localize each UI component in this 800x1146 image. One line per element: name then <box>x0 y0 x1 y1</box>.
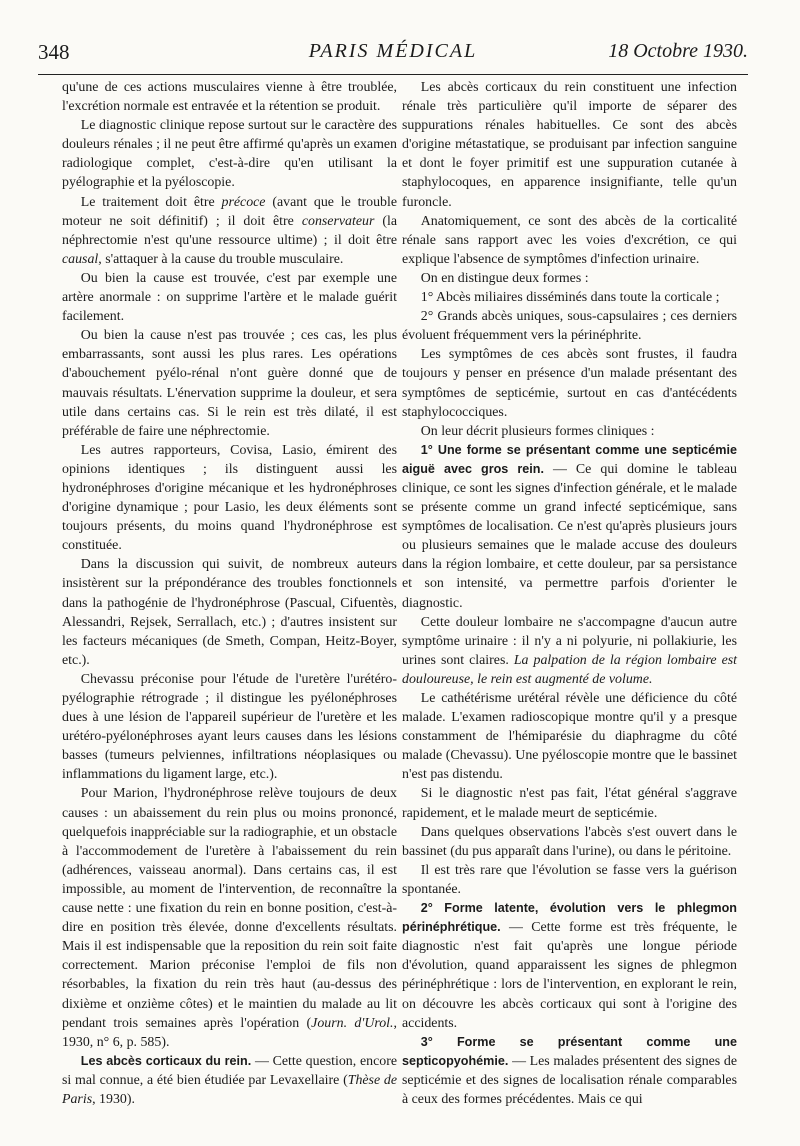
paragraph: Ou bien la cause est trouvée, c'est par exemple une artère anormale : on supprime l'artère et le malade guérit facilement. <box>62 270 397 325</box>
page-number: 348 <box>38 40 70 64</box>
paragraph: Anatomiquement, ce sont des abcès de la corticalité rénale sans rapport avec les voies d'excrétion, ce qui explique l'absence de symptômes d'infection urinaire. <box>402 213 737 267</box>
paragraph: Dans la discussion qui suivit, de nombreux auteurs insistèrent sur la prépondérance des troubles fonctionnels dans la pathogénie de l'hydronéphrose (Pascual, Cifuentès, Alessandri, Rejsek, Serrallach, etc.) ; d'autres insistent sur les facteurs mécaniques (de Smeth, Compan, Heitz-Boyer, etc.). <box>62 557 397 668</box>
right-column <box>402 78 737 1109</box>
subsection-heading: 1° Une forme se présentant comme une septicémie aiguë avec gros rein. <box>402 442 737 476</box>
paragraph: Les symptômes de ces abcès sont frustes, il faudra toujours y penser en présence d'un malade présentant des symptômes de septicémie, surtout en cas d'antécédents staphylococciques. <box>402 347 737 420</box>
section-paragraph: 3° Forme se présentant comme une septicopyohémie. — Les malades présentent des signes de septicémie et des signes de localisation rénale comparables à ceux des formes précédentes. Mais ce qui <box>402 1034 737 1107</box>
paragraph: Les autres rapporteurs, Covisa, Lasio, émirent des opinions identiques ; ils distinguent aussi les hydronéphroses d'origine mécanique et les hydronéphroses d'origine dynamique ; pour Lasio, les deux éléments sont toujours présents, du moins quand l'hydronéphrose est constituée. <box>62 442 397 554</box>
left-column <box>62 78 397 1109</box>
paragraph: Pour Marion, l'hydronéphrose relève toujours de deux causes : un abaissement du rein plus ou moins prononcé, quelquefois inappréciable sur la radiographie, et un obstacle à l'accommodement de l'uretère à l'abaissement du rein (adhérences, vaisseau anormal). Dans certains cas, il est impossible, au moment de l'intervention, de reconnaître la cause nette : une fixation du rein en bonne position, c'est-à-dire en position très élevée, donne d'excellents résultats. Mais il est indispensable que la reposition du rein soit faite correctement. Marion préconise l'emploi de fils non résorbables, la fixation du rein très haut (au-dessus des dixième et onzième côtes) et le maintien du malade au lit pendant trois semaines après l'opération (Journ. d'Urol., 1930, n° 6, p. 585). <box>62 786 397 1050</box>
paragraph: Il est très rare que l'évolution se fasse vers la guérison spontanée. <box>402 862 737 897</box>
list-item: 2° Grands abcès uniques, sous-capsulaires ; ces derniers évoluent fréquemment vers la périnéphrite. <box>402 309 737 344</box>
issue-date: 18 Octobre 1930. <box>608 40 748 62</box>
paragraph: Le diagnostic clinique repose surtout sur le caractère des douleurs rénales ; il ne peut être affirmé qu'après un examen radiologique complet, c'est-à-dire qu'en utilisant la pyélographie et la pyéloscopie. <box>62 118 397 191</box>
paragraph: qu'une de ces actions musculaires vienne à être troublée, l'excrétion normale est entravée et la rétention se produit. <box>62 80 397 115</box>
section-paragraph: 1° Une forme se présentant comme une septicémie aiguë avec gros rein. — Ce qui domine le tableau clinique, ce sont les signes d'infection générale, et le malade se présente comme un grand infecté septicémique, sans symptômes de localisation. Ce n'est qu'après plusieurs jours ou plusieurs semaines que le malade accuse des douleurs dans la région lombaire, et cette douleur, par sa persistance et son intensité, va permettre parfois d'orienter le diagnostic. <box>402 442 738 611</box>
paragraph: Ou bien la cause n'est pas trouvée ; ces cas, les plus embarrassants, sont aussi les plus rares. Les opérations d'abouchement pyélo-rénal n'ont guère donné que de mauvais résultats. L'énervation supprime la douleur, et sera utile dans certains cas. Si le rein est très dilaté, il est préférable de faire une néphrectomie. <box>62 328 397 439</box>
subsection-heading: 2° Forme latente, évolution vers le phlegmon périnéphrétique. <box>402 901 737 935</box>
paragraph: On leur décrit plusieurs formes cliniques : <box>420 423 655 439</box>
paragraph: Chevassu préconise pour l'étude de l'uretère l'urétéro-pyélographie rétrograde ; il distingue les pyélonéphroses dues à une lésion de l'appareil supérieur de l'uretère et les urétéro-pyélonéphroses ayant leurs causes dans les lésions basses (tumeurs pelviennes, infiltrations néoplasiques ou inflammations du ligament large, etc.). <box>62 671 397 783</box>
section-heading: Les abcès corticaux du rein. <box>80 1053 252 1068</box>
list-item: 1° Abcès miliaires disséminés dans toute la corticale ; <box>420 290 720 306</box>
paragraph: Le traitement doit être précoce (avant que le trouble moteur ne soit définitif) ; il doit être conservateur (la néphrectomie n'est qu'une ressource ultime) ; il doit être causal, s'attaquer à la cause du trouble musculaire. <box>62 194 397 267</box>
subsection-heading: 3° Forme se présentant comme une septicopyohémie. <box>402 1034 737 1068</box>
paragraph: On en distingue deux formes : <box>420 270 589 286</box>
paragraph: Cette douleur lombaire ne s'accompagne d'aucun autre symptôme urinaire : il n'y a ni polyurie, ni pollakiurie, les urines sont claires. La palpation de la région lombaire est douloureuse, le rein est augmenté de volume. <box>402 614 737 687</box>
paragraph: Si le diagnostic n'est pas fait, l'état général s'aggrave rapidement, et le malade meurt de septicémie. <box>402 786 737 821</box>
paragraph: Le cathétérisme urétéral révèle une déficience du côté malade. L'examen radioscopique montre qu'il y a presque constamment de l'hémiparésie du diaphragme du côté malade (Chevassu). Une pyéloscopie montre que le bassinet n'est pas distendu. <box>402 691 737 783</box>
section-paragraph: Les abcès corticaux du rein. — Cette question, encore si mal connue, a été bien étudiée par Levaxellaire (Thèse de Paris, 1930). <box>62 1053 398 1107</box>
section-paragraph: 2° Forme latente, évolution vers le phlegmon périnéphrétique. — Cette forme est très fréquente, le diagnostic n'est fait qu'après une longue période d'évolution, quand apparaissent les signes de phlegmon périnéphrétique : lors de l'intervention, en explorant le rein, on découvre les abcès corticaux qui sont à l'origine des accidents. <box>402 901 737 1031</box>
paragraph: Dans quelques observations l'abcès s'est ouvert dans le bassinet (du pus apparaît dans l'urine), ou dans le péritoine. <box>402 824 737 859</box>
journal-title: PARIS MÉDICAL <box>308 40 478 62</box>
paragraph: Les abcès corticaux du rein constituent une infection rénale très particulière qu'il importe de séparer des suppurations rénales habituelles. Ce sont des abcès d'origine métastatique, se produisant par infection sanguine et dont le foyer primitif est une suppuration cutanée à staphylocoques, en apparence insignifiante, telle qu'un furoncle. <box>402 80 737 210</box>
running-header <box>38 40 748 75</box>
